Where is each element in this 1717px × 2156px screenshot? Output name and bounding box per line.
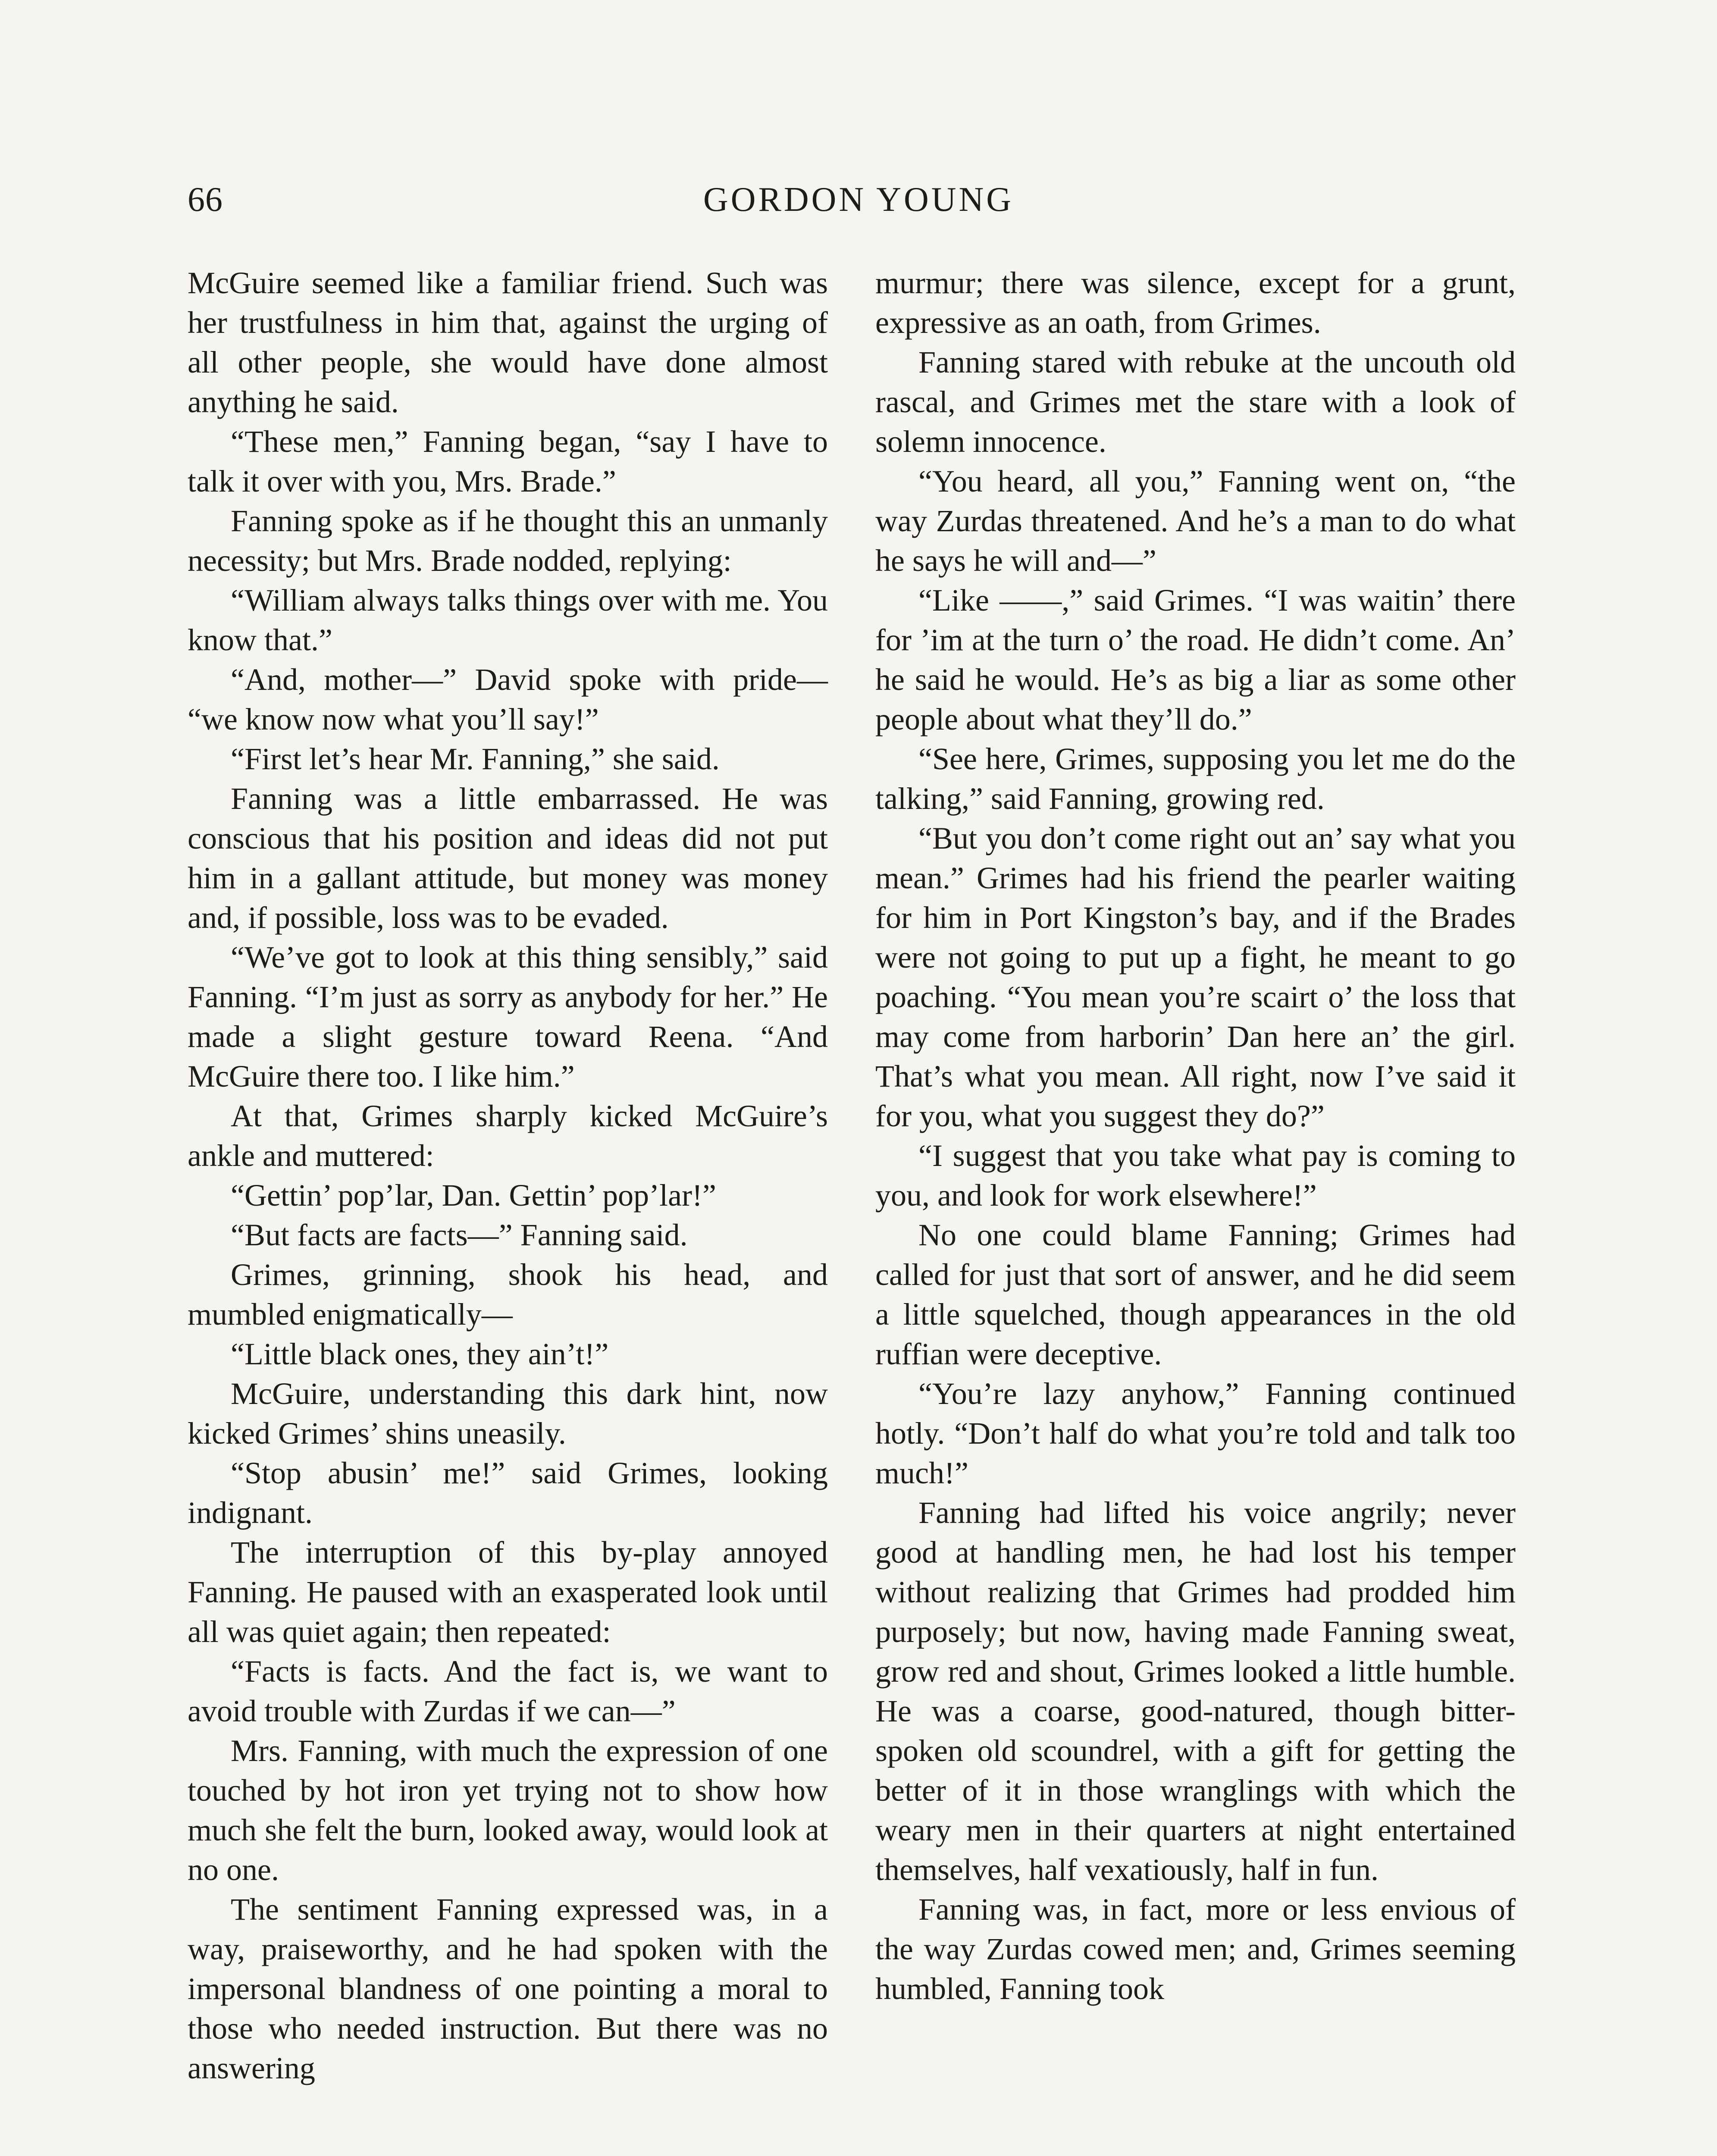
running-head: GORDON YOUNG	[703, 181, 1014, 219]
paragraph: Grimes, grinning, shook his head, and mumbled enigmatically—	[188, 1257, 828, 1332]
right-column	[875, 263, 1516, 2009]
paragraph: “You’re lazy anyhow,” Fanning continued hotly. “Don’t half do what you’re told and talk too much!”	[875, 1376, 1516, 1490]
paragraph: “You heard, all you,” Fanning went on, “the way Zurdas threatened. And he’s a man to do what he says he will and—”	[875, 464, 1516, 578]
left-column	[188, 263, 828, 2088]
paragraph: At that, Grimes sharply kicked McGuire’s ankle and muttered:	[188, 1099, 828, 1173]
paragraph: No one could blame Fanning; Grimes had called for just that sort of answer, and he did seem a little squelched, though appearances in the old ruffian were deceptive.	[875, 1218, 1516, 1371]
page-number: 66	[188, 181, 223, 219]
paragraph: McGuire seemed like a familiar friend. Such was her trustfulness in him that, against the urging of all other people, she would have done almost anything he said.	[188, 266, 828, 419]
paragraph: McGuire, understanding this dark hint, now kicked Grimes’ shins uneasily.	[188, 1376, 828, 1451]
paragraph: The sentiment Fanning expressed was, in a way, praiseworthy, and he had spoken with the impersonal blandness of one pointing a moral to those who needed instruction. But there was no answering	[188, 1892, 828, 2085]
paragraph: “I suggest that you take what pay is coming to you, and look for work elsewhere!”	[875, 1138, 1516, 1213]
paragraph: “Little black ones, they ain’t!”	[231, 1337, 609, 1371]
paragraph: Fanning was a little embarrassed. He was conscious that his position and ideas did not put him in a gallant attitude, but money was money and, if possible, loss was to be evaded.	[188, 781, 828, 935]
paragraph: “William always talks things over with me. You know that.”	[188, 583, 828, 657]
paragraph: murmur; there was silence, except for a grunt, expressive as an oath, from Grimes.	[875, 266, 1516, 340]
paragraph: Mrs. Fanning, with much the expression of one touched by hot iron yet trying not to show how much she felt the burn, looked away, would look at no one.	[188, 1733, 828, 1887]
paragraph: “But facts are facts—” Fanning said.	[231, 1218, 688, 1252]
paragraph: “But you don’t come right out an’ say what you mean.” Grimes had his friend the pearler waiting for him in Port Kingston’s bay, and if the Brades were not going to put up a fight, he meant to go poaching. “You mean you’re scairt o’ the loss that may come from harborin’ Dan here an’ the girl. That’s what you mean. All right, now I’ve said it for you, what you suggest they do?”	[875, 821, 1516, 1133]
paragraph: Fanning was, in fact, more or less envious of the way Zurdas cowed men; and, Grimes seeming humbled, Fanning took	[875, 1892, 1516, 2006]
paragraph: “These men,” Fanning began, “say I have to talk it over with you, Mrs. Brade.”	[188, 424, 828, 498]
paragraph: “And, mother—” David spoke with pride— “we know now what you’ll say!”	[188, 662, 828, 736]
paragraph: Fanning stared with rebuke at the uncouth old rascal, and Grimes met the stare with a look of solemn innocence.	[875, 345, 1516, 459]
paragraph: Fanning spoke as if he thought this an unmanly necessity; but Mrs. Brade nodded, replying:	[188, 504, 828, 578]
paragraph: “Stop abusin’ me!” said Grimes, looking indignant.	[188, 1456, 828, 1530]
paragraph: The interruption of this by-play annoyed Fanning. He paused with an exasperated look until all was quiet again; then repeated:	[188, 1535, 828, 1649]
paragraph: “Like ——,” said Grimes. “I was waitin’ there for ’im at the turn o’ the road. He didn’t come. An’ he said he would. He’s as big a liar as some other people about what they’ll do.”	[875, 583, 1516, 736]
paragraph: “Facts is facts. And the fact is, we want to avoid trouble with Zurdas if we can—”	[188, 1654, 828, 1728]
paragraph: “We’ve got to look at this thing sensibly,” said Fanning. “I’m just as sorry as anybody for her.” He made a slight gesture toward Reena. “And McGuire there too. I like him.”	[188, 940, 828, 1094]
paragraph: “First let’s hear Mr. Fanning,” she said.	[231, 742, 720, 776]
paragraph: Fanning had lifted his voice angrily; never good at handling men, he had lost his temper without realizing that Grimes had prodded him purposely; but now, having made Fanning sweat, grow red and shout, Grimes looked a little humble. He was a coarse, good-natured, though bitter-spoken old scoundrel, with a gift for getting the better of it in those wranglings with which the weary men in their quarters at night entertained themselves, half vexatiously, half in fun.	[875, 1495, 1516, 1887]
paragraph: “See here, Grimes, supposing you let me do the talking,” said Fanning, growing red.	[875, 742, 1516, 816]
paragraph: “Gettin’ pop’lar, Dan. Gettin’ pop’lar!”	[231, 1178, 716, 1213]
